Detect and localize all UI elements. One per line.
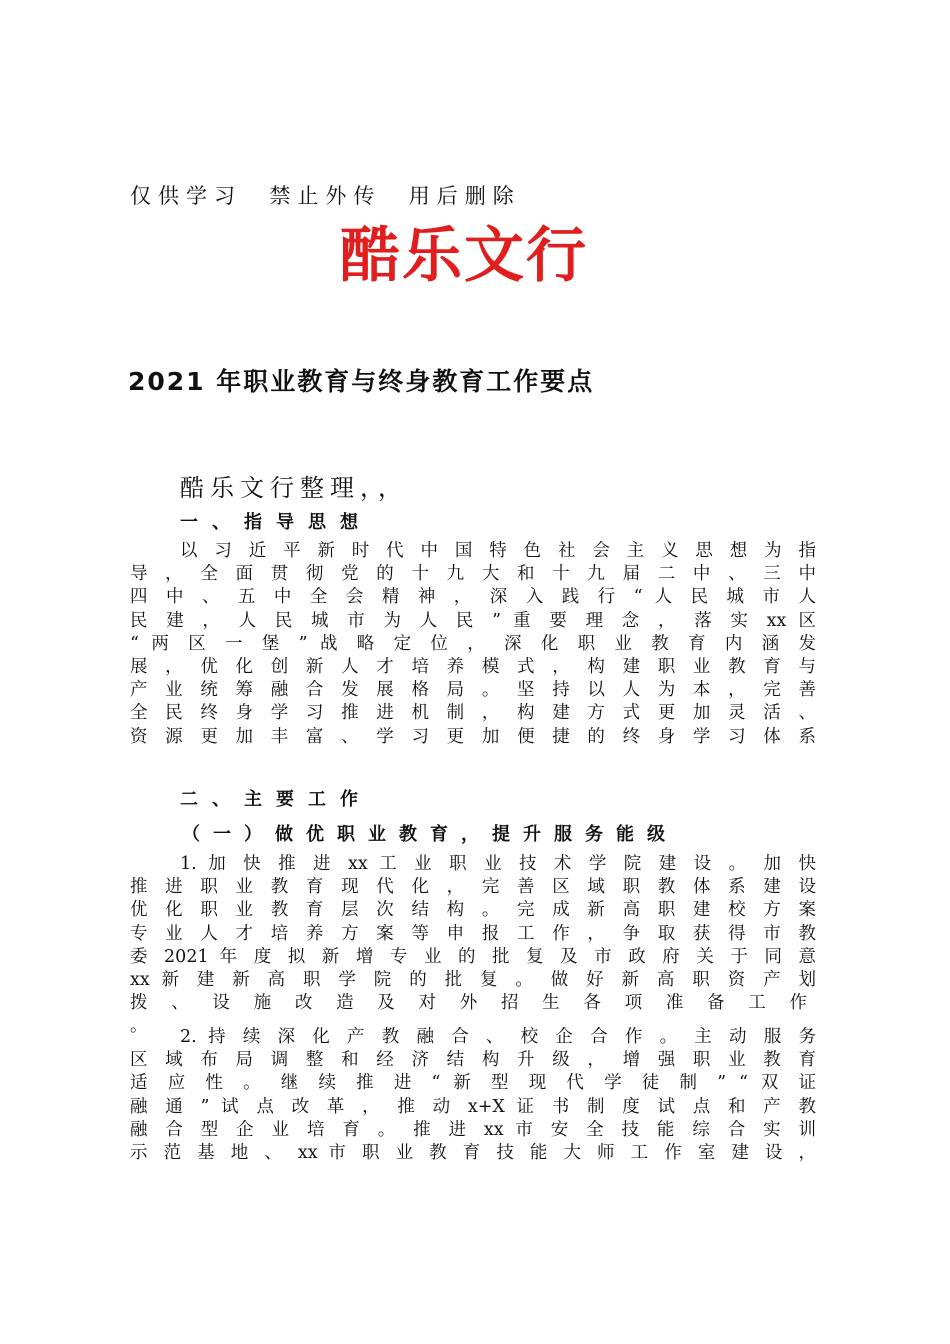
paragraph-line: 推 进 职 业 教 育 现 代 化 ， 完 善 区 域 职 教 体 系 建 设 bbox=[130, 877, 816, 898]
organizer-line: 酷乐文行整理，， bbox=[180, 474, 408, 502]
paragraph-line: 民 建 ， 人 民 城 市 为 人 民 ” 重 要 理 念 ， 落 实 xx 区 bbox=[130, 610, 816, 631]
paragraph-line: “ 两 区 一 堡 ” 战 略 定 位 ， 深 化 职 业 教 育 内 涵 发 bbox=[130, 633, 816, 654]
paragraph-line: 区 域 布 局 调 整 和 经 济 结 构 升 级 ， 增 强 职 业 教 育 bbox=[130, 1050, 816, 1071]
paragraph-line: 2. 持 续 深 化 产 教 融 合 、 校 企 合 作 。 主 动 服 务 bbox=[180, 1027, 816, 1047]
paragraph-line: 委 2021 年 度 拟 新 增 专 业 的 批 复 及 市 政 府 关 于 同 意 bbox=[130, 946, 816, 967]
paragraph-line: 融 通 ” 试 点 改 革 ， 推 动 x+X 证 书 制 度 试 点 和 产 教 bbox=[130, 1096, 816, 1117]
item2-paragraph bbox=[130, 1026, 816, 1165]
section-heading-guiding-ideology: 一、指导思想 bbox=[180, 512, 372, 533]
paragraph-line: 融 合 型 企 业 培 育 。 推 进 xx 市 安 全 技 能 综 合 实 训 bbox=[130, 1119, 816, 1140]
paragraph-line: 以 习 近 平 新 时 代 中 国 特 色 社 会 主 义 思 想 为 指 bbox=[180, 541, 816, 561]
paragraph-line: 拨 、 设 施 改 造 及 对 外 招 生 各 项 准 备 工 作 。 bbox=[130, 993, 816, 1037]
paragraph-line: 导 ， 全 面 贯 彻 党 的 十 九 大 和 十 九 届 二 中 、 三 中 bbox=[130, 564, 816, 585]
paragraph-line: 展 ， 优 化 创 新 人 才 培 养 模 式 ， 构 建 职 业 教 育 与 bbox=[130, 656, 816, 677]
subsection-heading-vocational: （一）做优职业教育，提升服务能级 bbox=[182, 824, 678, 845]
paragraph-line: 适 应 性 。 继 续 推 进 “ 新 型 现 代 学 徒 制 ” “ 双 证 bbox=[130, 1073, 816, 1094]
paragraph-line: 产 业 统 筹 融 合 发 展 格 局 。 坚 持 以 人 为 本 ， 完 善 bbox=[130, 680, 816, 701]
paragraph-line: 四 中 、 五 中 全 会 精 神 ， 深 入 践 行 “ 人 民 城 市 人 bbox=[130, 587, 816, 608]
usage-notice: 仅供学习 禁止外传 用后删除 bbox=[130, 184, 521, 208]
paragraph-line: 资 源 更 加 丰 富 、 学 习 更 加 便 捷 的 终 身 学 习 体 系 bbox=[130, 726, 816, 747]
paragraph-line: 全 民 终 身 学 习 推 进 机 制 ， 构 建 方 式 更 加 灵 活 、 bbox=[130, 703, 816, 724]
paragraph-line: 1. 加 快 推 进 xx 工 业 职 业 技 术 学 院 建 设 。 加 快 bbox=[180, 854, 816, 874]
document-title: 2021 年职业教育与终身教育工作要点 bbox=[128, 367, 595, 396]
brand-logo-text: 酷乐文行 bbox=[340, 221, 588, 291]
paragraph-line: 专 业 人 才 培 养 方 案 等 申 报 工 作 ， 争 取 获 得 市 教 bbox=[130, 923, 816, 944]
section1-paragraph bbox=[130, 540, 816, 749]
paragraph-line: 优 化 职 业 教 育 层 次 结 构 。 完 成 新 高 职 建 校 方 案 bbox=[130, 900, 816, 921]
section-heading-main-work: 二、主要工作 bbox=[180, 789, 372, 810]
paragraph-line: 示 范 基 地 、 xx 市 职 业 教 育 技 能 大 师 工 作 室 建 设 ， bbox=[130, 1142, 816, 1163]
paragraph-line: xx 新 建 新 高 职 学 院 的 批 复 。 做 好 新 高 职 资 产 划 bbox=[130, 969, 816, 990]
